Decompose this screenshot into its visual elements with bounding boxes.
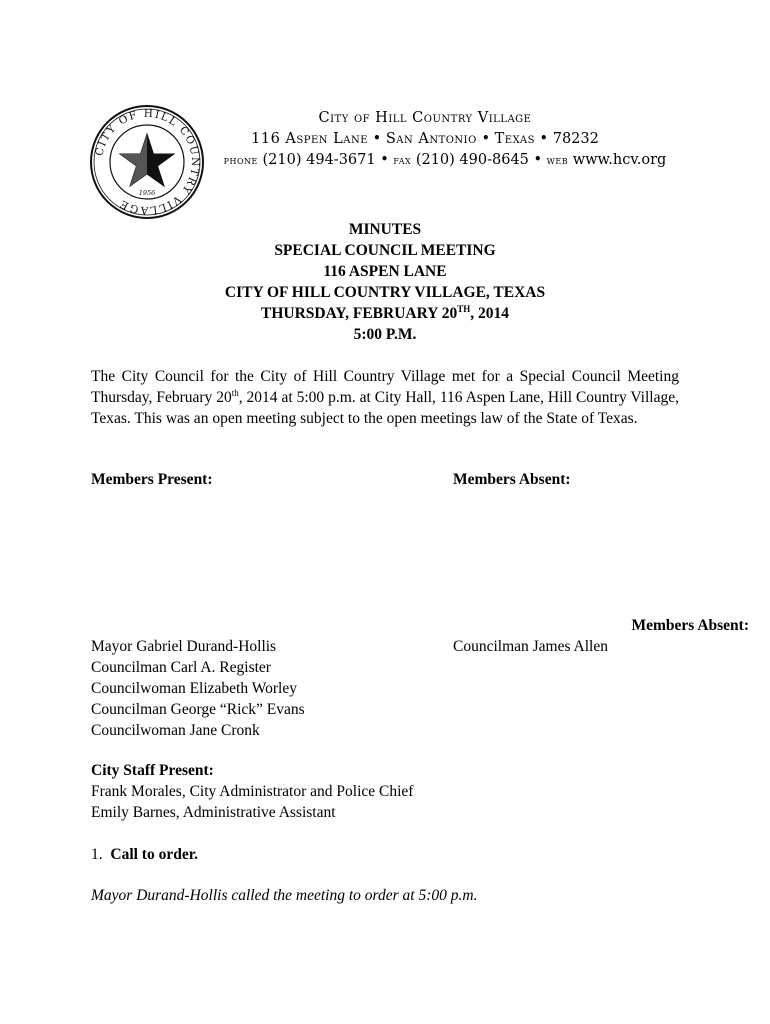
city-label: San Antonio [385,131,477,147]
title-meeting-type: SPECIAL COUNCIL MEETING [274,242,496,259]
title-date-main: THURSDAY, FEBRUARY 20 [260,305,458,322]
list-item: Councilman James Allen [453,638,608,655]
list-item: Emily Barnes, Administrative Assistant [91,804,336,821]
title-date-year: , 2014 [470,305,510,322]
title-city: CITY OF HILL COUNTRY VILLAGE, TEXAS [224,284,546,301]
title-time: 5:00 P.M. [353,326,417,343]
state-label: Texas [494,131,535,147]
agenda-item-1 [91,844,679,865]
members-absent-list [453,636,608,657]
zip-code: 78232 [552,131,599,147]
list-item: Mayor Gabriel Durand-Hollis [91,638,277,655]
city-name: City of Hill Country Village [318,110,532,126]
title-block [0,219,770,345]
street-address: 116 Aspen Lane [251,131,369,147]
web-label: web [546,153,569,167]
phone-label: phone [223,153,258,167]
staff-section [91,760,679,823]
seal-year: 1956 [138,189,156,197]
staff-heading: City Staff Present: [91,762,214,779]
title-minutes: MINUTES [348,221,422,238]
intro-text-1: The City Council for the City of Hill Country Village met for a Special Council Meeting Thursday, February 20 [91,368,679,406]
website-link[interactable]: www.hcv.org [572,152,667,168]
members-absent-heading-repeat: Members Absent: [631,617,749,634]
list-item: Councilman Carl A. Register [91,659,271,676]
list-item: Councilwoman Jane Cronk [91,722,260,739]
letterhead [160,108,690,171]
fax-label: fax [393,153,412,167]
seal-text: CITY OF HILL COUNTRY VILLAGE [93,107,202,217]
intro-text-2: , 2014 at 5:00 p.m. at City Hall, 116 Aspen Lane, Hill Country Village, Texas. This was an open meeting subject to the open meetings law of the State of Texas. [91,389,679,427]
bullet-separator: • [539,131,549,147]
bullet-separator: • [380,152,389,168]
bullet-separator: • [533,152,543,168]
title-date-sup: TH [457,304,471,314]
title-location: 116 ASPEN LANE [323,263,447,280]
phone-number: (210) 494-3671 [262,152,376,168]
members-present-heading: Members Present: [91,471,213,488]
address-line [160,129,690,150]
agenda-item-1-text: Mayor Durand-Hollis called the meeting to order at 5:00 p.m. [91,887,478,904]
title-date [0,303,770,324]
agenda-item-title: Call to order. [110,846,199,863]
intro-sup: th [231,388,239,398]
intro-paragraph [91,366,679,429]
agenda-item-number: 1. [91,846,103,863]
fax-number: (210) 490-8645 [415,152,529,168]
bullet-separator: • [481,131,491,147]
list-item: Frank Morales, City Administrator and Police Chief [91,783,414,800]
bullet-separator: • [372,131,382,147]
list-item: Councilwoman Elizabeth Worley [91,680,297,697]
members-absent-heading: Members Absent: [453,471,571,488]
list-item: Councilman George “Rick” Evans [91,701,305,718]
contact-line [160,150,690,171]
